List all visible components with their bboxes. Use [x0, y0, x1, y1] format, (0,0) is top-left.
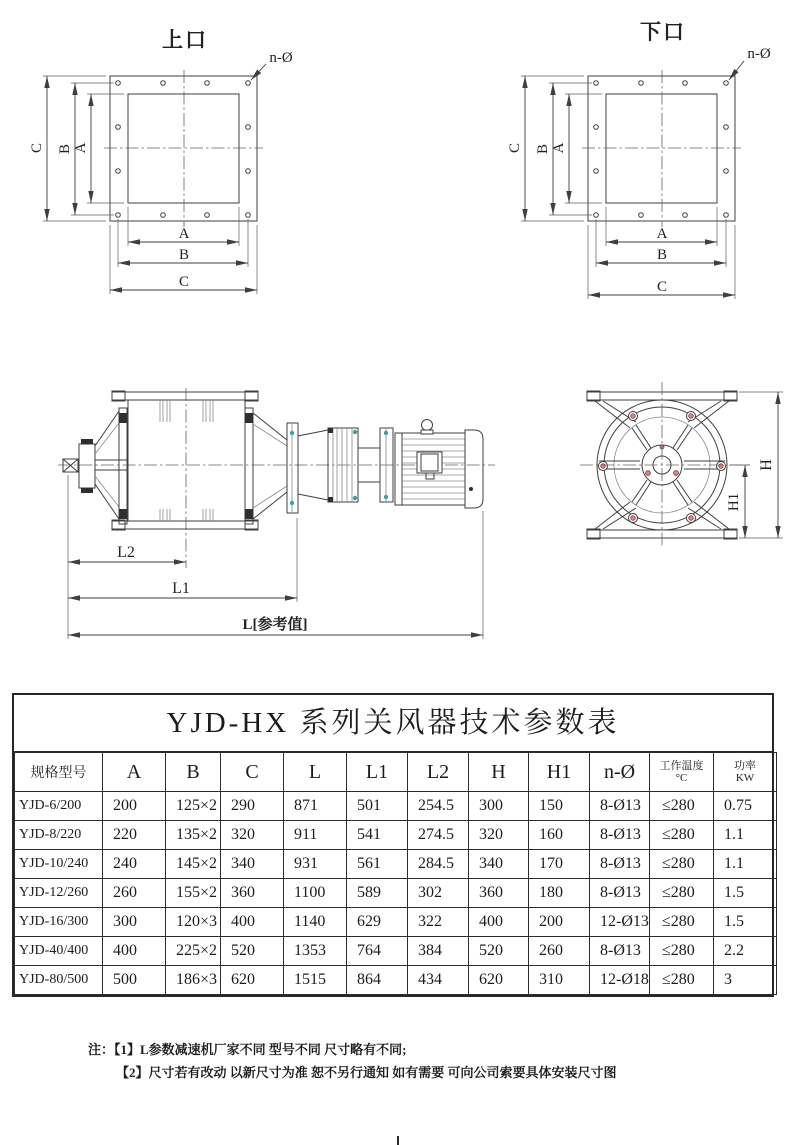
table-row: [15, 879, 777, 908]
cell-model: YJD-10/240: [15, 850, 103, 879]
cell: 302: [408, 879, 469, 908]
dimension-a-bottom: [128, 207, 239, 246]
parameters-table: [12, 693, 774, 997]
cell: ≤280: [650, 879, 714, 908]
bolt-holes: [594, 81, 729, 218]
cell: 541: [347, 821, 408, 850]
cell: 12-Ø18: [590, 966, 650, 995]
cell: 0.75: [714, 792, 777, 821]
table-row: [15, 850, 777, 879]
power-label-line2: KW: [735, 772, 755, 784]
cell: 320: [469, 821, 529, 850]
cell-model: YJD-80/500: [15, 966, 103, 995]
cell: 8-Ø13: [590, 879, 650, 908]
table-header-row: [15, 753, 777, 792]
dim-label: B: [535, 143, 551, 155]
dimension-a-left: [551, 94, 602, 203]
cell: ≤280: [650, 937, 714, 966]
cell: 220: [103, 821, 166, 850]
table-title: YJD-HX 系列关风器技术参数表: [14, 695, 772, 752]
lower-port-title: 下口: [640, 20, 686, 44]
cell: 160: [529, 821, 590, 850]
dim-label: A: [178, 226, 190, 242]
cell: ≤280: [650, 821, 714, 850]
cell: 340: [469, 850, 529, 879]
bolt-holes: [116, 81, 251, 218]
lifting-eye: [422, 420, 433, 431]
dim-label: A: [73, 142, 89, 154]
cell: 1353: [284, 937, 347, 966]
dim-label: L1: [172, 580, 190, 597]
dim-label: C: [29, 142, 45, 154]
col-header-h: H: [469, 753, 529, 792]
power-label-line1: 功率: [734, 760, 756, 772]
cell: 260: [103, 879, 166, 908]
cell: 1.5: [714, 908, 777, 937]
cell: 290: [221, 792, 284, 821]
cell: ≤280: [650, 850, 714, 879]
cell: 1100: [284, 879, 347, 908]
cell-model: YJD-12/260: [15, 879, 103, 908]
end-view-drawing: [572, 380, 800, 550]
col-header-temp: [650, 753, 714, 792]
cell: 145×2: [166, 850, 221, 879]
dim-label: A: [551, 142, 567, 154]
cell: 1140: [284, 908, 347, 937]
cell: 589: [347, 879, 408, 908]
cell: 911: [284, 821, 347, 850]
temp-label-line1: 工作温度: [659, 760, 704, 772]
right-cone-and-gearbox: [253, 413, 393, 519]
cell: 384: [408, 937, 469, 966]
footnotes: [88, 1038, 617, 1084]
col-header-n: n-Ø: [590, 753, 650, 792]
cell: 2.2: [714, 937, 777, 966]
col-header-l1: L1: [347, 753, 408, 792]
note-text-1: 【1】L参数减速机厂家不同 型号不同 尺寸略有不同;: [114, 1042, 407, 1057]
cell: 764: [347, 937, 408, 966]
dim-label: H: [758, 459, 775, 471]
cell: 620: [221, 966, 284, 995]
cell: 254.5: [408, 792, 469, 821]
cell: 200: [529, 908, 590, 937]
lower-port-drawing: [496, 14, 796, 314]
cell: 170: [529, 850, 590, 879]
note-line-1: [88, 1038, 617, 1061]
cell: 1.1: [714, 821, 777, 850]
cell: 300: [103, 908, 166, 937]
cell: 520: [221, 937, 284, 966]
cell: 274.5: [408, 821, 469, 850]
note-prefix: 注：: [88, 1042, 115, 1057]
cell: 520: [469, 937, 529, 966]
dim-label: B: [57, 143, 73, 155]
cell: 501: [347, 792, 408, 821]
dimension-a-bottom: [606, 207, 717, 246]
cell: 155×2: [166, 879, 221, 908]
col-header-b: B: [166, 753, 221, 792]
col-header-c: C: [221, 753, 284, 792]
flange-outline: [110, 76, 257, 221]
upper-port-title: 上口: [162, 28, 208, 52]
cell: 180: [529, 879, 590, 908]
cell: 8-Ø13: [590, 821, 650, 850]
cell: 12-Ø13: [590, 908, 650, 937]
cell: 3: [714, 966, 777, 995]
hole-leader-line: [251, 64, 266, 80]
dim-label: C: [656, 279, 668, 295]
cell: 620: [469, 966, 529, 995]
cell: 1.1: [714, 850, 777, 879]
lower-port-hole-label: n-Ø: [747, 46, 771, 62]
cell: 629: [347, 908, 408, 937]
cell: 320: [221, 821, 284, 850]
cell: 310: [529, 966, 590, 995]
cell-model: YJD-40/400: [15, 937, 103, 966]
cell: 200: [103, 792, 166, 821]
cell: 400: [103, 937, 166, 966]
upper-port-drawing: [18, 14, 318, 314]
cell: 135×2: [166, 821, 221, 850]
cell: 340: [221, 850, 284, 879]
col-header-power: [714, 753, 777, 792]
upper-port-hole-label: n-Ø: [269, 50, 293, 66]
flange-outline: [588, 76, 735, 221]
valve-body: [112, 388, 258, 568]
cell: 260: [529, 937, 590, 966]
cell-model: YJD-6/200: [15, 792, 103, 821]
cell: 225×2: [166, 937, 221, 966]
dimension-l1: [68, 518, 297, 602]
col-header-l2: L2: [408, 753, 469, 792]
cell: 150: [529, 792, 590, 821]
left-cone: [95, 408, 127, 524]
cell: 300: [469, 792, 529, 821]
hole-leader-line: [729, 61, 744, 80]
dim-label: C: [178, 274, 190, 290]
cell: 284.5: [408, 850, 469, 879]
dim-label: C: [507, 142, 523, 154]
dim-label: H1: [726, 492, 742, 512]
cell: 500: [103, 966, 166, 995]
motor: [395, 420, 483, 509]
dim-label: B: [656, 247, 668, 263]
cell: 1.5: [714, 879, 777, 908]
cell: 8-Ø13: [590, 850, 650, 879]
note-text-2: 【2】尺寸若有改动 以新尺寸为准 恕不另行通知 如有需要 可向公司索要具体安装尺寸图: [116, 1065, 617, 1080]
cell: ≤280: [650, 792, 714, 821]
col-header-model: 规格型号: [15, 753, 103, 792]
table-row: [15, 966, 777, 995]
cell: 871: [284, 792, 347, 821]
table-row: [15, 821, 777, 850]
cell-model: YJD-8/220: [15, 821, 103, 850]
dimension-l: [68, 511, 483, 639]
cell: 864: [347, 966, 408, 995]
col-header-l: L: [284, 753, 347, 792]
temp-label-line2: °C: [675, 772, 688, 784]
cell: 8-Ø13: [590, 937, 650, 966]
table-row: [15, 937, 777, 966]
table-row: [15, 792, 777, 821]
table-row: [15, 908, 777, 937]
page-bottom-tick: [397, 1136, 399, 1145]
dimension-a-left: [73, 94, 124, 203]
cell: 400: [221, 908, 284, 937]
cell: 360: [221, 879, 284, 908]
cell: ≤280: [650, 966, 714, 995]
dim-label: L[参考值]: [242, 617, 308, 633]
note-line-2: [88, 1061, 617, 1084]
cell: 400: [469, 908, 529, 937]
cell: 8-Ø13: [590, 792, 650, 821]
dim-label: B: [178, 247, 190, 263]
cell: 931: [284, 850, 347, 879]
dimension-h1: [726, 465, 750, 538]
side-view-drawing: [50, 378, 540, 643]
dim-label: L2: [117, 544, 135, 561]
cell: 1515: [284, 966, 347, 995]
cell: 434: [408, 966, 469, 995]
cell: 561: [347, 850, 408, 879]
cell: 322: [408, 908, 469, 937]
cell: 120×3: [166, 908, 221, 937]
cell: ≤280: [650, 908, 714, 937]
cell: 360: [469, 879, 529, 908]
cell: 240: [103, 850, 166, 879]
col-header-h1: H1: [529, 753, 590, 792]
cell: 125×2: [166, 792, 221, 821]
dim-label: A: [656, 226, 668, 242]
cell: 186×3: [166, 966, 221, 995]
col-header-a: A: [103, 753, 166, 792]
cell-model: YJD-16/300: [15, 908, 103, 937]
